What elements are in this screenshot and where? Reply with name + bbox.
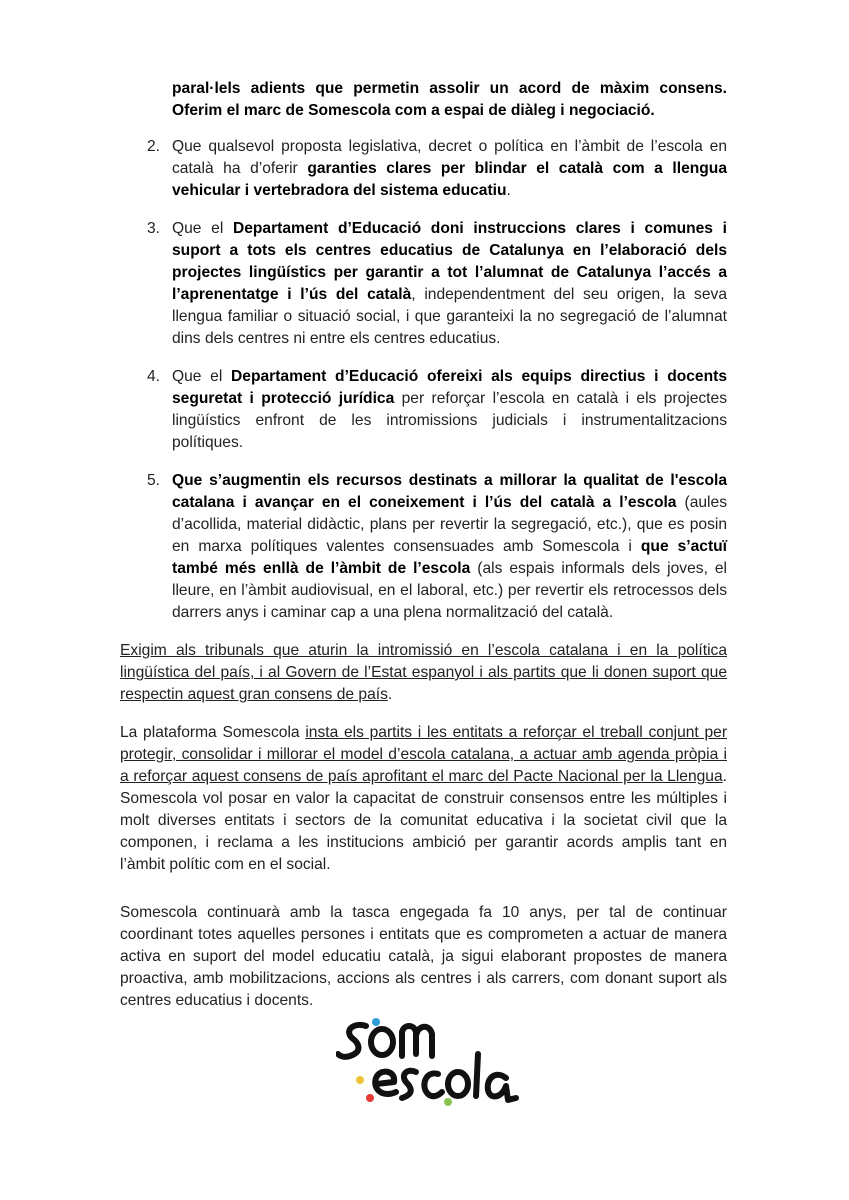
logo-letter-c: [424, 1073, 442, 1096]
list-item-4: [120, 366, 727, 454]
paragraph-text: .: [387, 686, 393, 703]
list-intro-continuation: [120, 78, 727, 122]
logo-lettering: [338, 1025, 516, 1100]
list-item-5: [120, 470, 727, 624]
logo-letter-s: [338, 1025, 366, 1057]
logo-letter-l: [476, 1054, 478, 1096]
underlined-text: insta els partits i les entitats a reforçar el treball conjunt per protegir, consolidar i millorar el model d’escola catalana, a actuar amb agenda pròpia i a reforçar aquest consens de país aprofitant el marc del Pacte Nacional per la Llengua: [120, 724, 728, 785]
list-text: Que qualsevol proposta legislativa, decret o política en l’àmbit de l’escola en català ha d’oferir: [172, 138, 727, 177]
logo-dot-blue: [372, 1018, 380, 1026]
logo-dot-green: [444, 1098, 452, 1106]
logo-letter-m: [402, 1026, 432, 1056]
document-page: [120, 78, 727, 1028]
logo-letter-e: [375, 1072, 396, 1094]
list-bold-text: Que s’augmentin els recursos destinats a millorar la qualitat de l'escola catalana i avançar en el coneixement i l’ús del català a l’escola: [172, 472, 727, 511]
list-bold-text: Departament d’Educació doni instruccions clares i comunes i suport a tots els centres educatius de Catalunya en l’elaboració dels projectes lingüístics per garantir a tot l’alumnat de Catalunya l’accés a l’aprenentatge i l’ús del català: [172, 220, 727, 303]
logo-letter-o2: [448, 1072, 468, 1096]
list-number: 3.: [147, 220, 161, 237]
platform-paragraph: [120, 722, 727, 876]
list-item-2: [120, 136, 727, 202]
bold-text: paral·lels adients que permetin assolir un acord de màxim consens. Oferim el marc de Somescola com a espai de diàleg i negociació.: [172, 80, 727, 119]
demand-paragraph: [120, 640, 727, 706]
list-number: 5.: [147, 472, 161, 489]
underlined-text: Exigim als tribunals que aturin la intromissió en l’escola catalana i en la política lingüística del país, i al Govern de l’Estat espanyol i als partits que li donen suport que respectin aquest gran consens de país: [120, 642, 727, 703]
list-text: , independentment del seu origen, la seva llengua familiar o situació social, i que garanteixi la no segregació de l’alumnat dins dels centres ni entre els centres educatius.: [172, 286, 727, 347]
list-bold-text: garanties clares per blindar el català com a llengua vehicular i vertebradora del sistema educatiu: [172, 160, 728, 199]
list-text: (aules d’acollida, material didàctic, plans per revertir la segregació, etc.), que es posin en marxa polítiques valentes consensuades amb Somescola i: [172, 494, 727, 555]
closing-paragraph: Somescola continuarà amb la tasca engegada fa 10 anys, per tal de continuar coordinant totes aquelles persones i entitats que es comprometen a actuar de manera activa en suport del model educatiu català, ja sigui elaborant propostes de manera proactiva, amb mobilitzacions, accions als centres i als carrers, com donant suport als centres educatius i docents.: [120, 904, 727, 1009]
demands-list: [120, 136, 727, 624]
paragraph-text: La plataforma Somescola: [120, 724, 306, 741]
logo-letter-o: [371, 1029, 393, 1055]
list-item-3: [120, 218, 727, 350]
logo-letter-s2: [402, 1071, 416, 1098]
list-text: Que el: [172, 368, 232, 385]
list-number: 2.: [147, 138, 161, 155]
somescola-logo: [336, 1012, 520, 1108]
logo-dot-red: [366, 1094, 374, 1102]
list-text: per reforçar l’escola en català i els projectes lingüístics enfront de les intromissions judicials i instrumentalitzacions polítiques.: [172, 390, 727, 451]
list-bold-text: que s’actuï també més enllà de l’àmbit de l’escola: [172, 538, 727, 577]
list-text: (als espais informals dels joves, el lleure, en l’àmbit audiovisual, en el laboral, etc.) per revertir els retrocessos dels darrers anys i caminar cap a una plena normalització del català.: [172, 560, 727, 621]
list-number: 4.: [147, 368, 161, 385]
paragraph-text: . Somescola vol posar en valor la capacitat de construir consensos entre les múltiples i molt diverses entitats i sectors de la comunitat educativa i la societat civil que la componen, i reclama a les institucions ambició per garantir acords amplis tant en l’àmbit polític com en el social.: [120, 768, 727, 873]
logo-dot-yellow: [356, 1076, 364, 1084]
list-bold-text: Departament d’Educació ofereixi als equips directius i docents seguretat i protecció jurídica: [172, 368, 727, 407]
list-text: Que el: [172, 220, 233, 237]
logo-letter-a: [488, 1075, 516, 1100]
list-text: .: [506, 182, 511, 199]
